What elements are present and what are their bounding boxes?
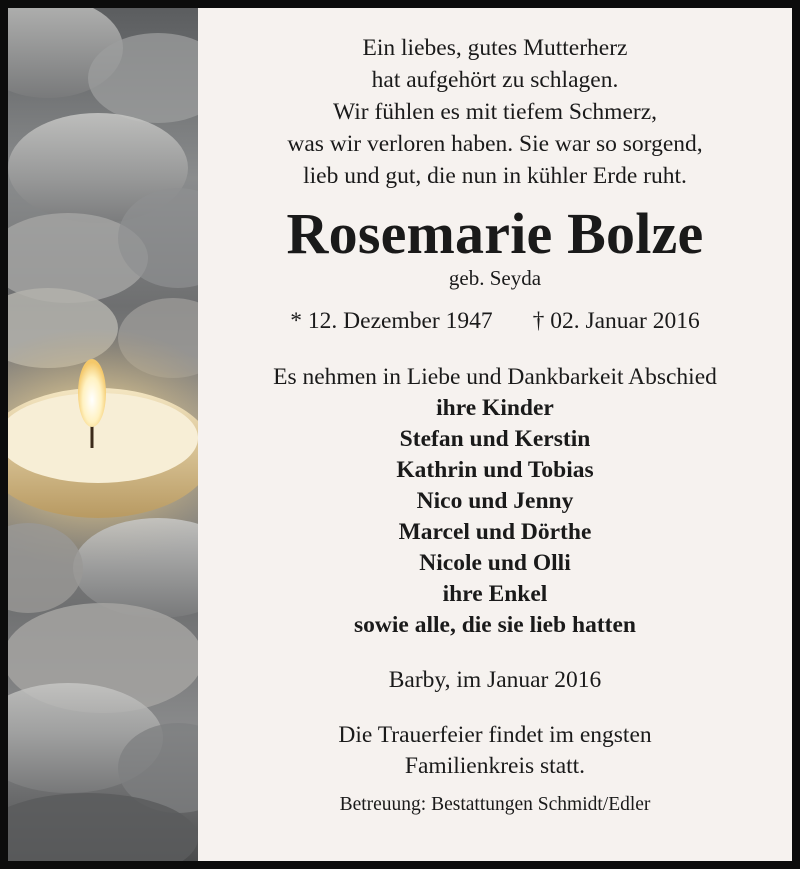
family-line: Stefan und Kerstin — [399, 426, 591, 452]
family-line: Kathrin und Tobias — [396, 457, 594, 483]
family-line: Marcel und Dörthe — [398, 519, 592, 545]
poem-line: Ein liebes, gutes Mutterherz — [362, 35, 628, 61]
family-list — [198, 393, 792, 641]
poem-line: Wir fühlen es mit tiefem Schmerz, — [332, 99, 658, 125]
funeral-info — [198, 720, 792, 782]
family-line: Nicole und Olli — [419, 550, 571, 576]
death-date: † 02. Januar 2016 — [532, 308, 700, 334]
deceased-name: Rosemarie Bolze — [286, 201, 704, 266]
funeral-line: Die Trauerfeier findet im engsten — [338, 722, 652, 748]
notice-text-panel — [198, 8, 792, 861]
family-line: ihre Enkel — [442, 581, 548, 607]
funeral-home-credit: Betreuung: Bestattungen Schmidt/Edler — [339, 794, 651, 815]
birth-date: * 12. Dezember 1947 — [290, 308, 493, 334]
family-line: sowie alle, die sie lieb hatten — [354, 612, 636, 638]
family-line: Nico und Jenny — [416, 488, 574, 514]
tealight-candles-illustration — [8, 8, 198, 861]
candles-photo — [8, 8, 198, 861]
poem-line: was wir verloren haben. Sie war so sorgend, — [287, 131, 703, 157]
poem-line: lieb und gut, die nun in kühler Erde ruht. — [303, 163, 687, 189]
funeral-line: Familienkreis statt. — [404, 753, 586, 779]
place-and-date: Barby, im Januar 2016 — [388, 667, 602, 693]
farewell-intro: Es nehmen in Liebe und Dankbarkeit Abschied — [273, 364, 717, 390]
family-line: ihre Kinder — [436, 395, 554, 421]
memorial-poem — [198, 32, 792, 192]
poem-line: hat aufgehört zu schlagen. — [371, 67, 619, 93]
maiden-name: geb. Seyda — [448, 266, 542, 290]
life-dates — [198, 306, 792, 336]
